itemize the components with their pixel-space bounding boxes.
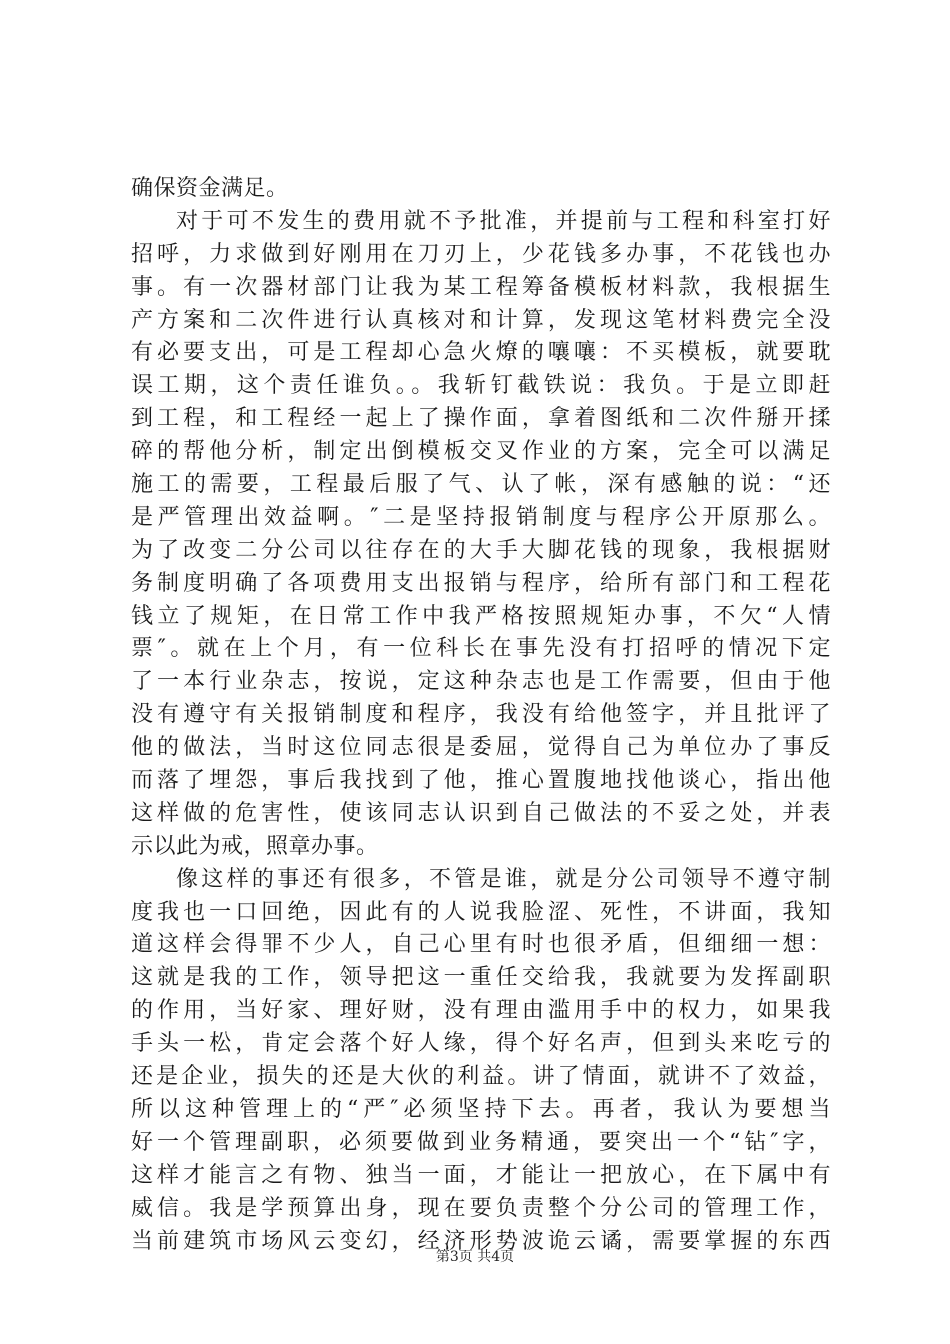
text-line: 了一本行业杂志，按说，定这种杂志也是工作需要，但由于他 bbox=[131, 669, 831, 695]
page-footer bbox=[0, 1246, 950, 1266]
text-line: 所以这种管理上的“严″必须坚持下去。再者，我认为要想当 bbox=[131, 1096, 831, 1122]
text-line: 务制度明确了各项费用支出报销与程序，给所有部门和工程花 bbox=[131, 570, 831, 596]
text-line: 误工期，这个责任谁负。。我斩钉截铁说：我负。于是立即赶 bbox=[131, 373, 831, 399]
text-line: 票″。就在上个月，有一位科长在事先没有打招呼的情况下定 bbox=[131, 636, 831, 662]
text-line: 没有遵守有关报销制度和程序，我没有给他签字，并且批评了 bbox=[131, 702, 831, 728]
text-line: 这样才能言之有物、独当一面，才能让一把放心，在下属中有 bbox=[131, 1162, 831, 1188]
text-line: 示以此为戒，照章办事。 bbox=[131, 833, 379, 859]
text-line: 到工程，和工程经一起上了操作面，拿着图纸和二次件掰开揉 bbox=[131, 406, 831, 432]
text-line: 的作用，当好家、理好财，没有理由滥用手中的权力，如果我 bbox=[131, 998, 831, 1024]
text-line: 施工的需要，工程最后服了气、认了帐，深有感触的说：“还 bbox=[131, 472, 831, 498]
text-line: 为了改变二分公司以往存在的大手大脚花钱的现象，我根据财 bbox=[131, 537, 831, 563]
text-line: 而落了埋怨，事后我找到了他，推心置腹地找他谈心，指出他 bbox=[131, 768, 831, 794]
text-line: 有必要支出，可是工程却心急火燎的嚷嚷：不买模板，就要耽 bbox=[131, 340, 831, 366]
body-text bbox=[131, 173, 831, 1258]
page-number: 第3页 共4页 bbox=[435, 1249, 515, 1265]
text-line: 还是企业，损失的还是大伙的利益。讲了情面，就讲不了效益， bbox=[131, 1064, 831, 1090]
text-line: 道这样会得罪不少人，自己心里有时也很矛盾，但细细一想： bbox=[131, 932, 831, 958]
text-line: 他的做法，当时这位同志很是委屈，觉得自己为单位办了事反 bbox=[131, 735, 831, 761]
text-line: 威信。我是学预算出身，现在要负责整个分公司的管理工作， bbox=[131, 1195, 831, 1221]
text-line: 好一个管理副职，必须要做到业务精通，要突出一个“钻″字， bbox=[131, 1129, 831, 1155]
text-line: 这样做的危害性，使该同志认识到自己做法的不妥之处，并表 bbox=[131, 800, 831, 826]
text-line: 像这样的事还有很多，不管是谁，就是分公司领导不遵守制 bbox=[176, 866, 831, 892]
text-line: 对于可不发生的费用就不予批准，并提前与工程和科室打好 bbox=[176, 208, 831, 234]
text-line: 当前建筑市场风云变幻，经济形势波诡云谲，需要掌握的东西 bbox=[131, 1228, 831, 1254]
text-line: 钱立了规矩，在日常工作中我严格按照规矩办事，不欠“人情 bbox=[131, 603, 831, 629]
text-line: 碎的帮他分析，制定出倒模板交叉作业的方案，完全可以满足 bbox=[131, 439, 831, 465]
text-line: 招呼，力求做到好刚用在刀刃上，少花钱多办事，不花钱也办 bbox=[131, 241, 831, 267]
text-line: 手头一松，肯定会落个好人缘，得个好名声，但到头来吃亏的 bbox=[131, 1031, 831, 1057]
text-line: 度我也一口回绝，因此有的人说我脸涩、死性，不讲面，我知 bbox=[131, 899, 831, 925]
text-line: 产方案和二次件进行认真核对和计算，发现这笔材料费完全没 bbox=[131, 307, 831, 333]
text-line: 确保资金满足。 bbox=[131, 176, 289, 201]
text-line: 这就是我的工作，领导把这一重任交给我，我就要为发挥副职 bbox=[131, 965, 831, 991]
text-line: 是严管理出效益啊。″二是坚持报销制度与程序公开原那么。 bbox=[131, 504, 831, 530]
text-line: 事。有一次器材部门让我为某工程筹备模板材料款，我根据生 bbox=[131, 274, 831, 300]
